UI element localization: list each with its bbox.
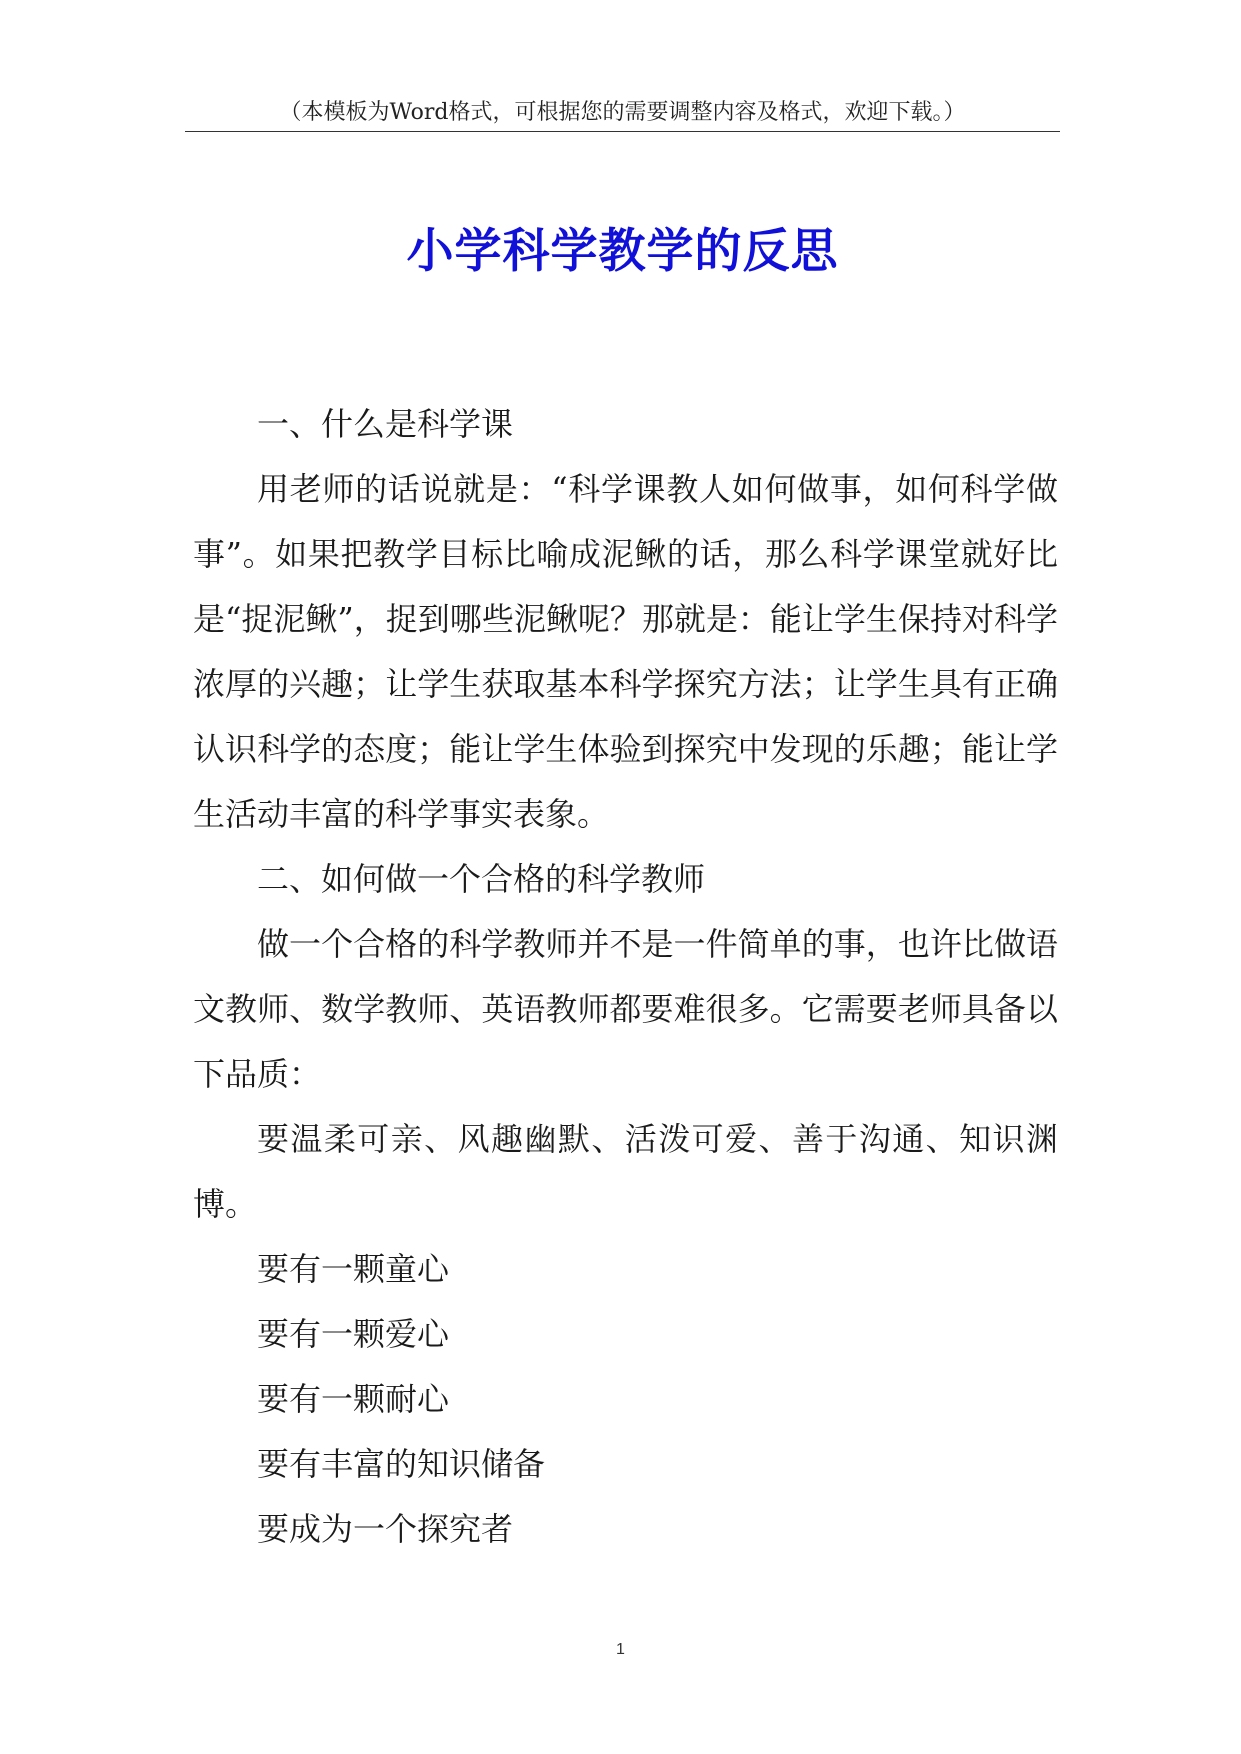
page-number: 1 — [616, 1641, 625, 1658]
list-item: 要有一颗耐心 — [257, 1380, 450, 1418]
list-item: 要有一颗童心 — [257, 1250, 450, 1288]
section-heading: 二、如何做一个合格的科学教师 — [257, 860, 706, 898]
paragraph: 用老师的话说就是：“科学课教人如何做事，如何科学做事”。如果把教学目标比喻成泥鳅的话，那么科学课堂就好比是“捉泥鳅”，捉到哪些泥鳅呢？那就是：能让学生保持对科学浓厚的兴趣；让学生获取基本科学探究方法；让学生具有正确认识科学的态度；能让学生体验到探究中发现的乐趣；能让学生活动丰富的科学事实表象。 — [193, 470, 1058, 833]
document-title: 小学科学教学的反思 — [406, 224, 839, 279]
section-heading: 一、什么是科学课 — [257, 405, 514, 443]
document-body — [193, 392, 1058, 1562]
list-item: 要有丰富的知识储备 — [257, 1445, 546, 1483]
header-divider — [185, 131, 1060, 132]
paragraph: 做一个合格的科学教师并不是一件简单的事，也许比做语文教师、数学教师、英语教师都要难很多。它需要老师具备以下品质： — [193, 925, 1058, 1093]
list-item: 要有一颗爱心 — [257, 1315, 450, 1353]
paragraph: 要温柔可亲、风趣幽默、活泼可爱、善于沟通、知识渊博。 — [193, 1120, 1058, 1223]
list-item: 要成为一个探究者 — [257, 1510, 514, 1548]
header-note: （本模板为Word格式，可根据您的需要调整内容及格式，欢迎下载。） — [279, 100, 966, 125]
